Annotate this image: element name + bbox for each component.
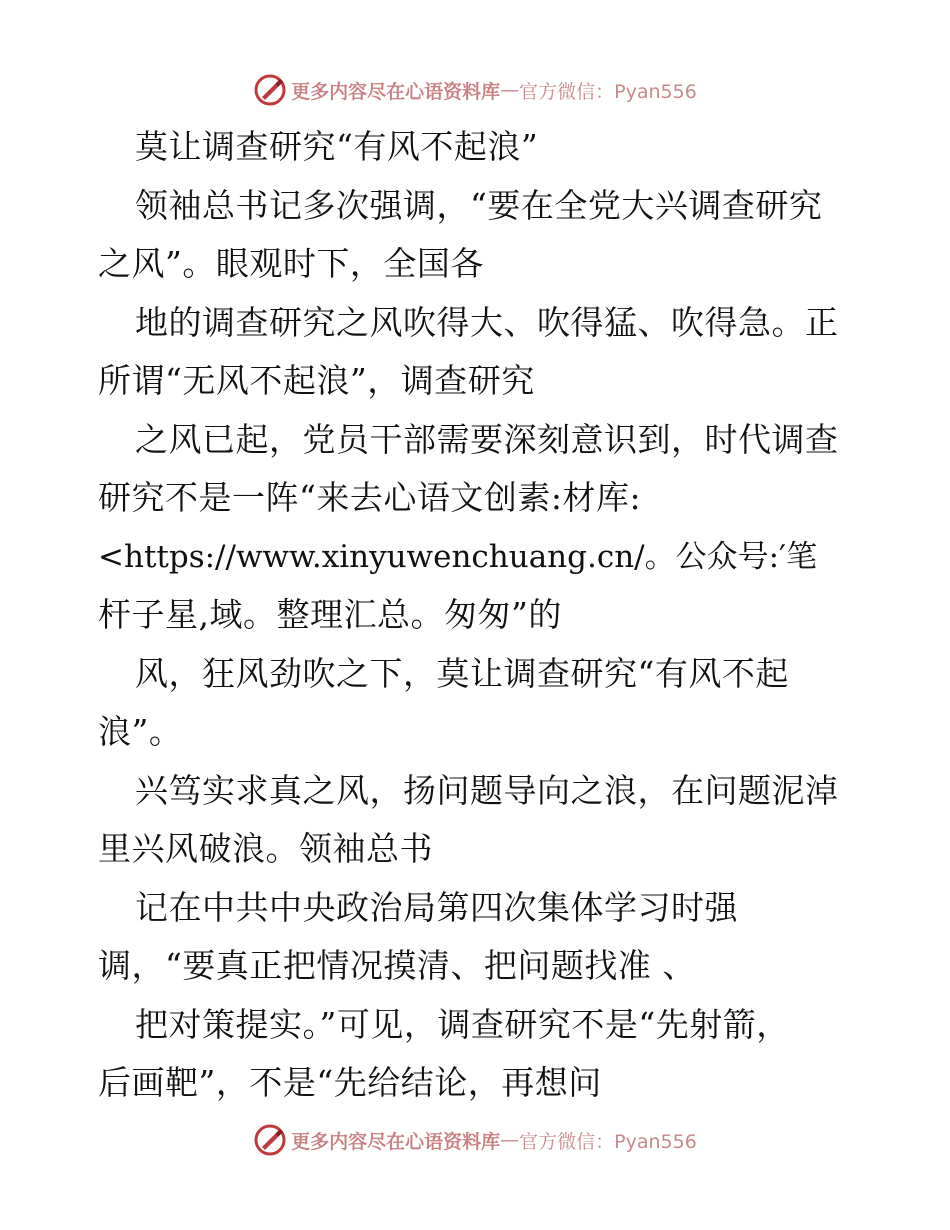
pen-logo-icon (253, 73, 287, 107)
pen-logo-icon (253, 1123, 287, 1157)
text-line: 杆子星,域。整理汇总。匆匆”的 (98, 595, 562, 634)
text-line: 浪”。 (98, 712, 183, 751)
text-line: 把对策提实。”可见，调查研究不是“先射箭， (135, 1004, 790, 1044)
text-line: 所谓“无风不起浪”，调查研究 (98, 361, 535, 400)
text-line: <https://www.xinyuwenchuang.cn/。公众号:′笔 (98, 538, 818, 575)
watermark-brand-text: 更多内容尽在心语资料库 (291, 1130, 501, 1153)
watermark-wechat-text: 官方微信：Pyan556 (519, 80, 697, 103)
text-line: 之风已起，党员干部需要深刻意识到，时代调查 (135, 419, 839, 459)
document-body (98, 118, 858, 1113)
header-watermark (0, 70, 950, 110)
footer-watermark (0, 1120, 950, 1160)
text-line: 后画靶”，不是“先给结论，再想问 (98, 1063, 602, 1102)
text-line: 研究不是一阵“来去心语文创素:材库: (98, 478, 642, 517)
text-line: 风，狂风劲吹之下，莫让调查研究“有风不起 (135, 653, 789, 693)
watermark-brand-text: 更多内容尽在心语资料库 (291, 80, 501, 103)
watermark-wechat-text: 官方微信：Pyan556 (519, 1130, 697, 1153)
text-line: 记在中共中央政治局第四次集体学习时强 (135, 887, 738, 927)
text-line: 之风”。眼观时下，全国各 (98, 244, 484, 283)
watermark-separator: — (500, 1129, 520, 1151)
watermark-separator: — (500, 79, 520, 101)
text-line: 领袖总书记多次强调，“要在全党大兴调查研究 (135, 185, 823, 225)
text-line: 里兴风破浪。领袖总书 (98, 829, 433, 868)
text-line: 调，“要真正把情况摸清、把问题找准 、 (98, 946, 696, 985)
text-line: 地的调查研究之风吹得大、吹得猛、吹得急。正 (135, 302, 839, 342)
text-line: 兴笃实求真之风，扬问题导向之浪，在问题泥淖 (135, 770, 839, 810)
text-line: 莫让调查研究“有风不起浪” (135, 127, 539, 166)
